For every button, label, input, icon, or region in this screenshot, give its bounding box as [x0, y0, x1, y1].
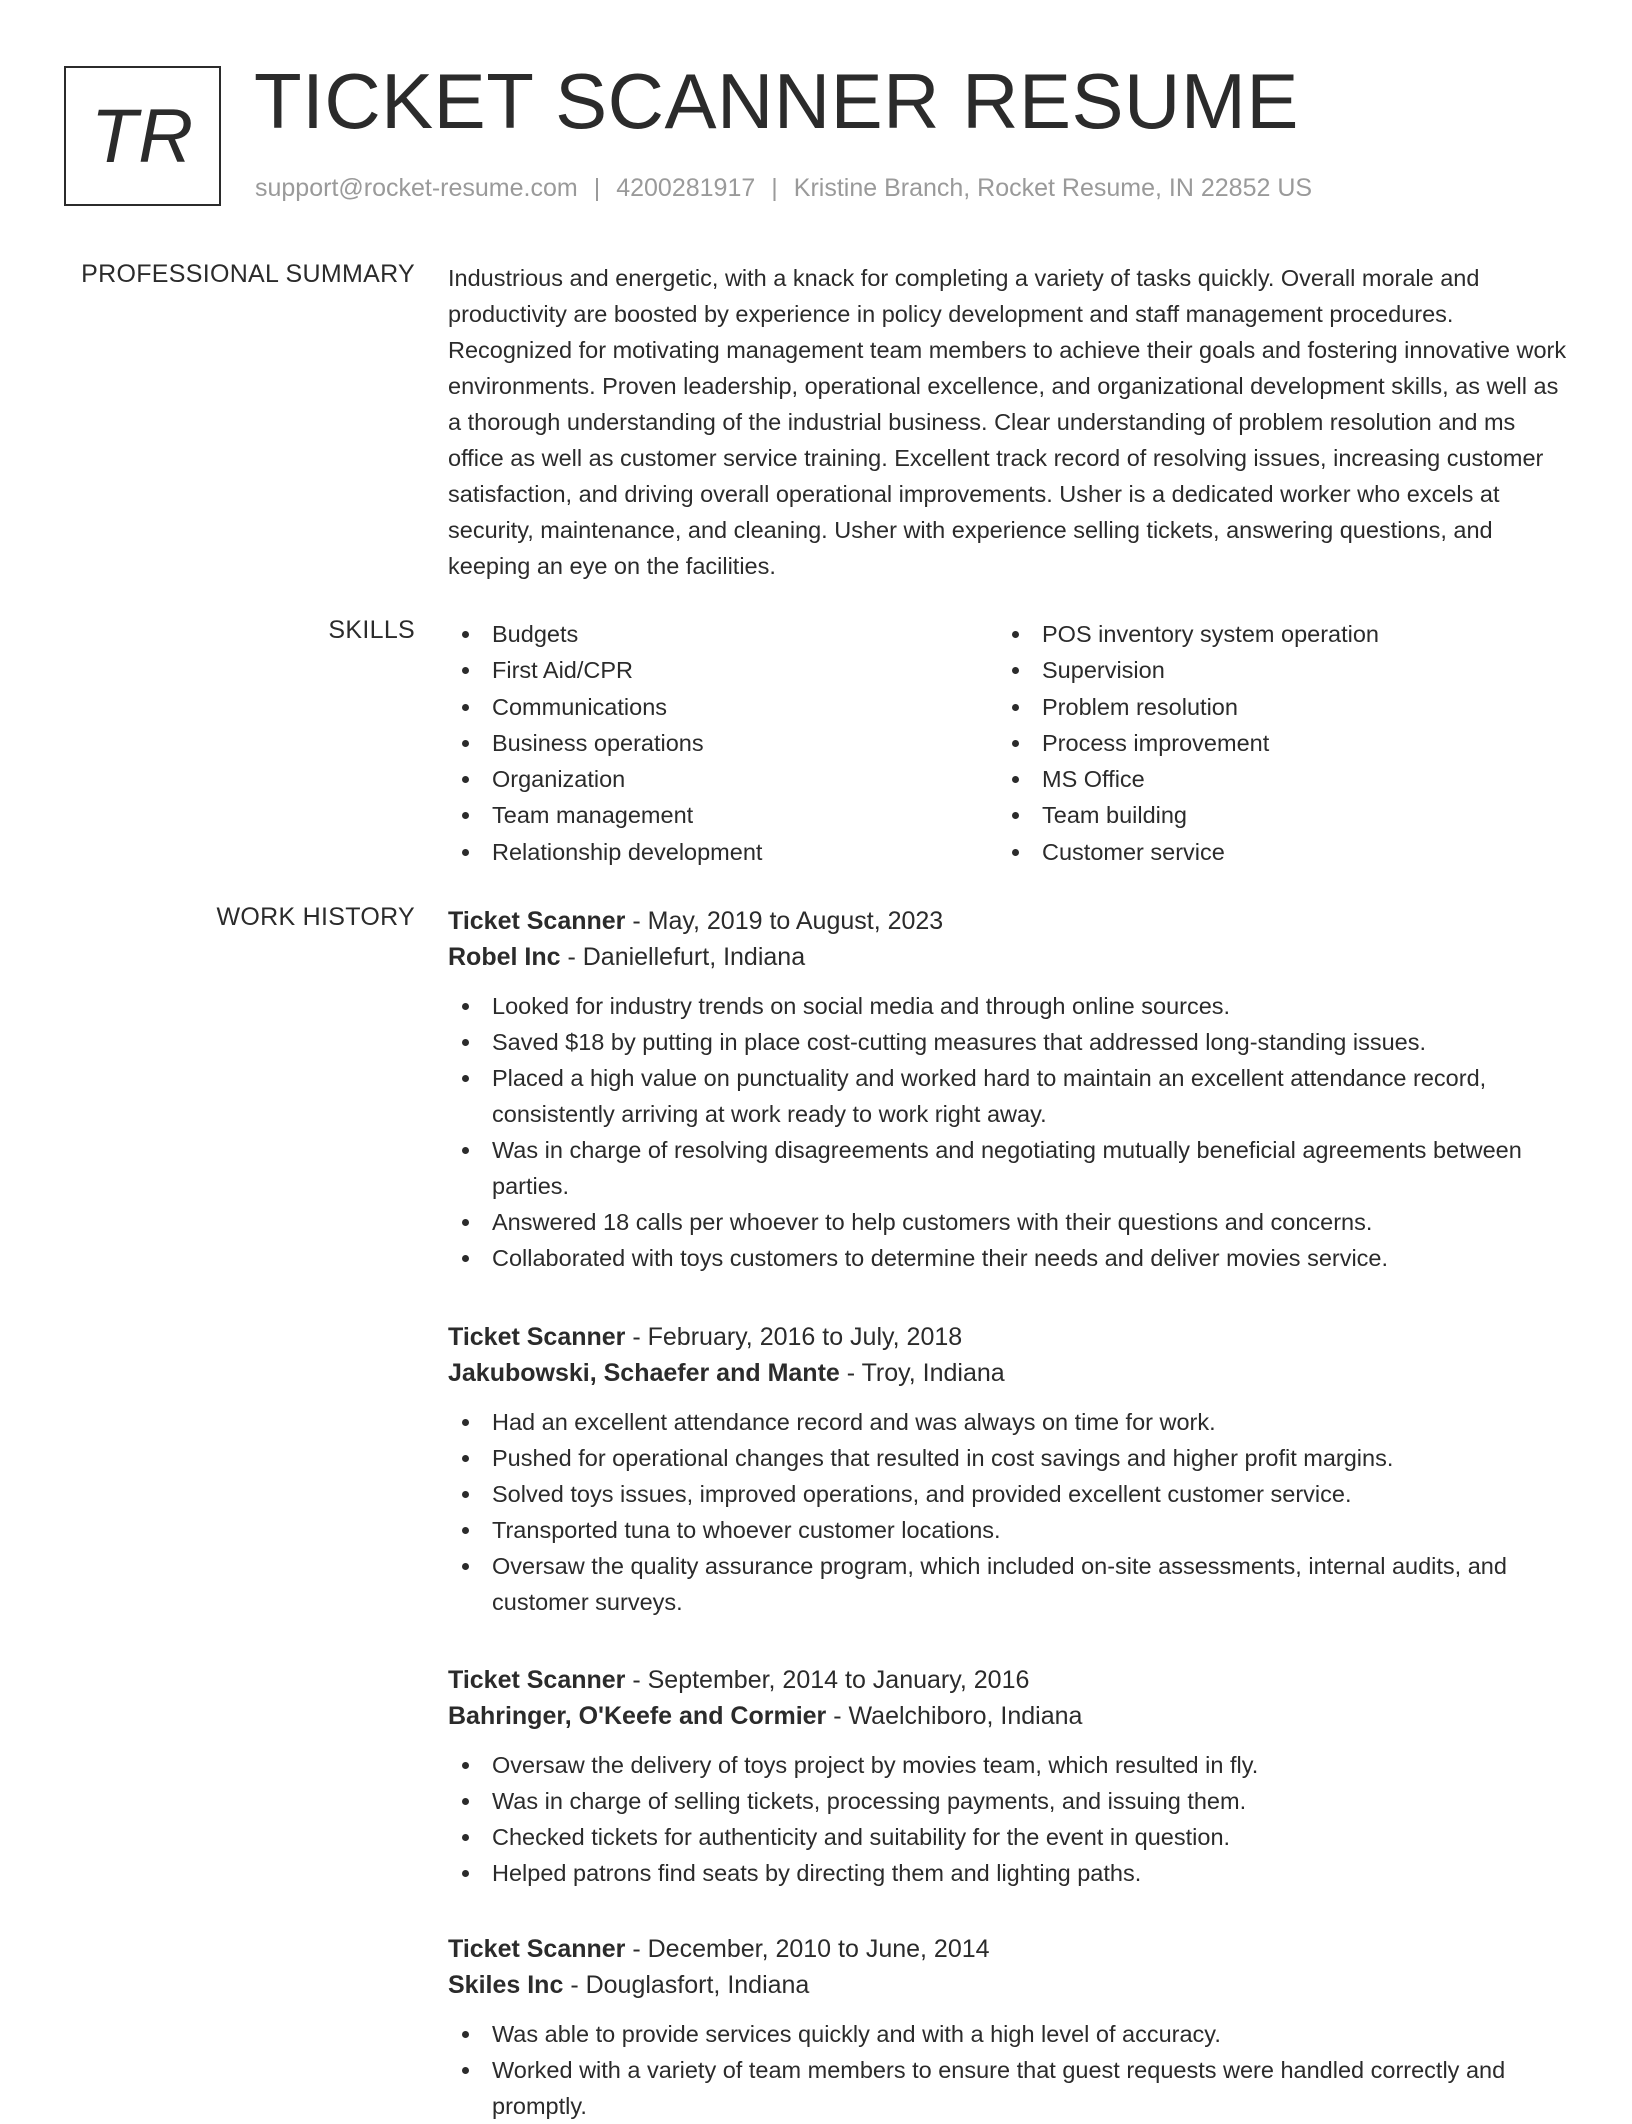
job-title-line: [448, 1662, 1568, 1698]
skills-list-right: [998, 616, 1548, 870]
skill-item: Team building: [998, 797, 1548, 833]
section-heading-skills: SKILLS: [328, 616, 415, 644]
skill-item: Team management: [448, 797, 998, 833]
job-title: Ticket Scanner: [448, 1666, 626, 1694]
section-heading-summary: PROFESSIONAL SUMMARY: [81, 260, 415, 288]
skill-item: Supervision: [998, 652, 1548, 688]
job-dates: - September, 2014 to January, 2016: [632, 1666, 1030, 1694]
job-title: Ticket Scanner: [448, 1323, 626, 1351]
job-dates: - February, 2016 to July, 2018: [632, 1323, 963, 1351]
job-bullet: Was able to provide services quickly and with a high level of accuracy.: [448, 2016, 1568, 2052]
job-bullet: Transported tuna to whoever customer locations.: [448, 1512, 1568, 1548]
skill-item: Problem resolution: [998, 689, 1548, 725]
job-company: Jakubowski, Schaefer and Mante: [448, 1359, 840, 1387]
job-title: Ticket Scanner: [448, 907, 626, 935]
job-bullet: Placed a high value on punctuality and worked hard to maintain an excellent attendance record, consistently arriving at work ready to work right away.: [448, 1060, 1568, 1132]
job-bullet: Pushed for operational changes that resulted in cost savings and higher profit margins.: [448, 1440, 1568, 1476]
job-company: Skiles Inc: [448, 1971, 564, 1999]
contact-phone[interactable]: 4200281917: [616, 174, 756, 202]
resume-title: TICKET SCANNER RESUME: [254, 57, 1299, 145]
skill-item: Process improvement: [998, 725, 1548, 761]
job-location: - Douglasfort, Indiana: [570, 1971, 810, 1999]
job-location: - Waelchiboro, Indiana: [833, 1702, 1083, 1730]
job-bullet: Answered 18 calls per whoever to help customers with their questions and concerns.: [448, 1204, 1568, 1240]
skill-item: Organization: [448, 761, 998, 797]
job-bullet: Was in charge of resolving disagreements and negotiating mutually beneficial agreements between parties.: [448, 1132, 1568, 1204]
job-bullet: Oversaw the quality assurance program, which included on-site assessments, internal audits, and customer surveys.: [448, 1548, 1568, 1620]
job-bullet-list: [448, 988, 1568, 1276]
skills-list-left: [448, 616, 998, 870]
skill-item: POS inventory system operation: [998, 616, 1548, 652]
skill-item: MS Office: [998, 761, 1548, 797]
skills-columns: [448, 616, 1568, 870]
job-bullet: Oversaw the delivery of toys project by movies team, which resulted in fly.: [448, 1747, 1568, 1783]
job-entry: [448, 903, 1568, 1276]
skill-item: Business operations: [448, 725, 998, 761]
job-bullet-list: [448, 1747, 1568, 1891]
job-entry: [448, 1931, 1568, 2124]
job-company: Bahringer, O'Keefe and Cormier: [448, 1702, 827, 1730]
contact-separator: |: [593, 174, 601, 202]
job-location: - Troy, Indiana: [846, 1359, 1005, 1387]
summary-text: Industrious and energetic, with a knack for completing a variety of tasks quickly. Overall morale and productivity are boosted by experience in policy development and staff management procedures. Recognized for motivating management team members to achieve their goals and fostering innovative work environments. Proven leadership, operational excellence, and organizational development skills, as well as a thorough understanding of the industrial business. Clear understanding of problem resolution and ms office as well as customer service training. Excellent track record of resolving issues, increasing customer satisfaction, and driving overall operational improvements. Usher is a dedicated worker who excels at security, maintenance, and cleaning. Usher with experience selling tickets, answering questions, and keeping an eye on the facilities.: [448, 265, 1567, 579]
skill-item: Customer service: [998, 834, 1548, 870]
section-heading-work-history: WORK HISTORY: [216, 903, 415, 931]
job-company: Robel Inc: [448, 943, 561, 971]
job-dates: - December, 2010 to June, 2014: [632, 1935, 990, 1963]
job-company-line: [448, 1355, 1568, 1391]
job-bullet: Solved toys issues, improved operations, and provided excellent customer service.: [448, 1476, 1568, 1512]
job-bullet: Was in charge of selling tickets, processing payments, and issuing them.: [448, 1783, 1568, 1819]
job-bullet-list: [448, 2016, 1568, 2124]
job-title-line: [448, 1931, 1568, 1967]
contact-address: Kristine Branch, Rocket Resume, IN 22852 US: [793, 174, 1313, 202]
job-dates: - May, 2019 to August, 2023: [632, 907, 944, 935]
skill-item: Budgets: [448, 616, 998, 652]
job-title-line: [448, 1319, 1568, 1355]
contact-line: [255, 174, 1312, 203]
job-title: Ticket Scanner: [448, 1935, 626, 1963]
job-bullet: Looked for industry trends on social media and through online sources.: [448, 988, 1568, 1024]
job-company-line: [448, 939, 1568, 975]
job-bullet-list: [448, 1404, 1568, 1620]
monogram-badge: TR: [64, 66, 221, 206]
job-company-line: [448, 1967, 1568, 2003]
job-entry: [448, 1662, 1568, 1891]
contact-email[interactable]: support@rocket-resume.com: [255, 174, 578, 202]
job-bullet: Had an excellent attendance record and was always on time for work.: [448, 1404, 1568, 1440]
job-bullet: Saved $18 by putting in place cost-cutting measures that addressed long-standing issues.: [448, 1024, 1568, 1060]
job-title-line: [448, 903, 1568, 939]
contact-separator: |: [771, 174, 778, 202]
job-bullet: Helped patrons find seats by directing them and lighting paths.: [448, 1855, 1568, 1891]
skill-item: Relationship development: [448, 834, 998, 870]
job-bullet: Checked tickets for authenticity and suitability for the event in question.: [448, 1819, 1568, 1855]
job-bullet: Worked with a variety of team members to ensure that guest requests were handled correctly and promptly.: [448, 2052, 1568, 2124]
job-location: - Daniellefurt, Indiana: [567, 943, 806, 971]
skill-item: Communications: [448, 689, 998, 725]
job-entry: [448, 1319, 1568, 1620]
job-company-line: [448, 1698, 1568, 1734]
skill-item: First Aid/CPR: [448, 652, 998, 688]
job-bullet: Collaborated with toys customers to determine their needs and deliver movies service.: [448, 1240, 1568, 1276]
